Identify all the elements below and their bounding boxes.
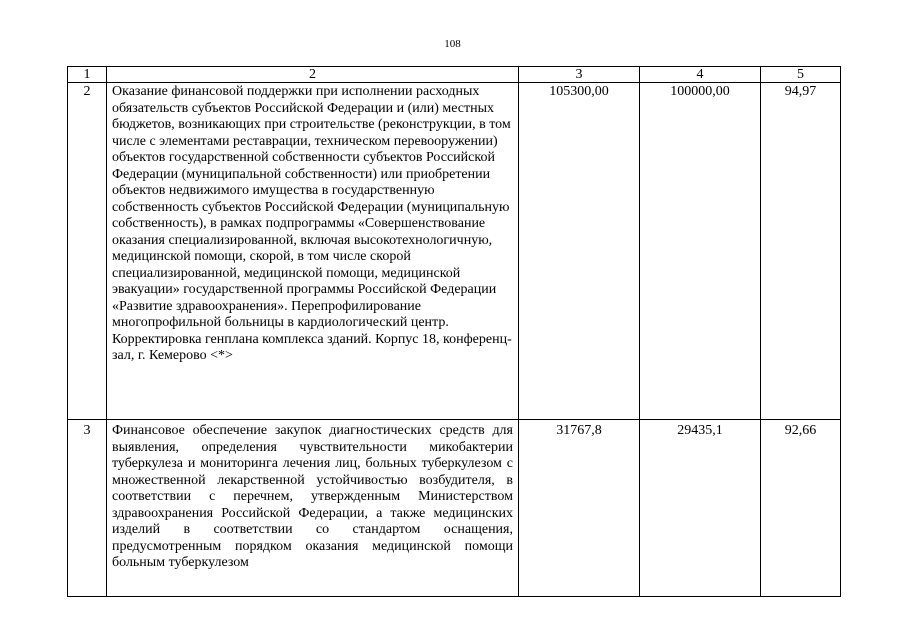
- budget-table: [67, 66, 841, 597]
- row-description: Финансовое обеспечение закупок диагностических средств для выявления, определения чувствительности микобактерии туберкулеза и мониторинга лечения лиц, больных туберкулезом с множественной лекарственной устойчивостью возбудителя, в соответствии с перечнем, утвержденным Министерством здравоохранения Российской Федерации, а также медицинских изделий в соответствии со стандартом оснащения, предусмотренным порядком оказания медицинской помощи больным туберкулезом: [107, 420, 519, 597]
- row-number: 3: [68, 420, 107, 597]
- row-value-col5: 94,97: [761, 83, 841, 420]
- header-cell-5: 5: [761, 67, 841, 83]
- header-cell-1: 1: [68, 67, 107, 83]
- row-value-col5: 92,66: [761, 420, 841, 597]
- row-value-col3: 105300,00: [519, 83, 640, 420]
- row-number: 2: [68, 83, 107, 420]
- row-value-col3: 31767,8: [519, 420, 640, 597]
- page-number: 108: [444, 38, 461, 50]
- header-cell-4: 4: [640, 67, 761, 83]
- header-cell-2: 2: [107, 67, 519, 83]
- row-value-col4: 29435,1: [640, 420, 761, 597]
- row-description: Оказание финансовой поддержки при исполнении расходных обязательств субъектов Российской Федерации и (или) местных бюджетов, возникающих при строительстве (реконструкции, в том числе с элементами реставрации, техническом перевооружении) объектов государственной собственности субъектов Российской Федерации (муниципальной собственности) или приобретении объектов недвижимого имущества в государственную собственность субъектов Российской Федерации (муниципальную собственность), в рамках подпрограммы «Совершенствование оказания специализированной, включая высокотехнологичную, медицинской помощи, скорой, в том числе скорой специализированной, медицинской помощи, медицинской эвакуации» государственной программы Российской Федерации «Развитие здравоохранения». Перепрофилирование многопрофильной больницы в кардиологический центр. Корректировка генплана комплекса зданий. Корпус 18, конференц-зал, г. Кемерово <*>: [107, 83, 519, 420]
- table-row: [68, 420, 841, 597]
- header-cell-3: 3: [519, 67, 640, 83]
- table-header-row: [68, 67, 841, 83]
- table-row: [68, 83, 841, 420]
- row-value-col4: 100000,00: [640, 83, 761, 420]
